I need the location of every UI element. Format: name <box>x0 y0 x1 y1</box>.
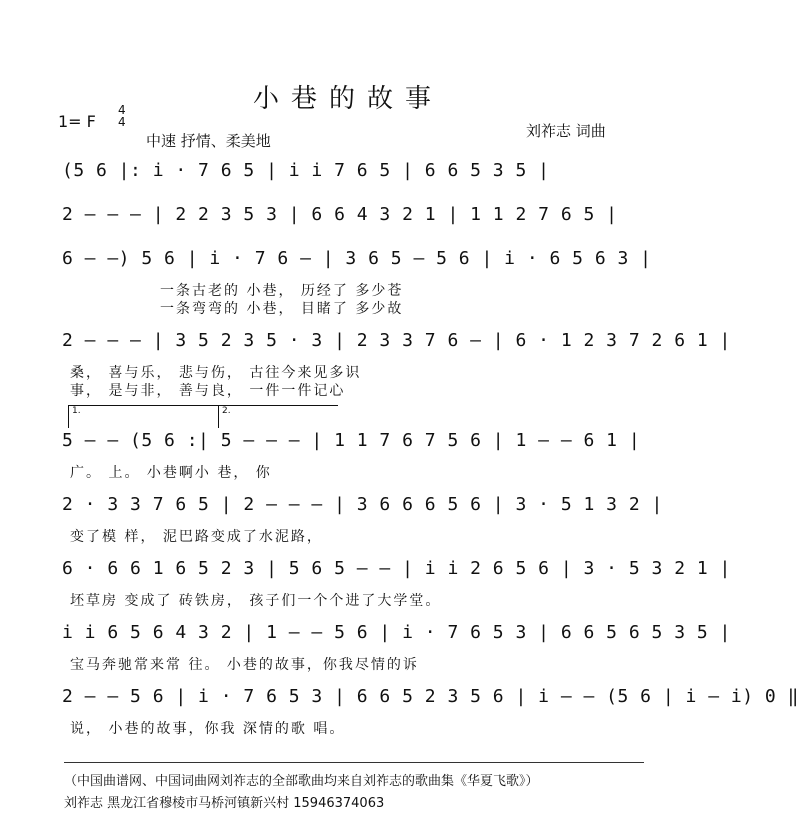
tempo-marking: 中速 抒情、柔美地 <box>146 132 271 150</box>
song-title: 小巷的故事 <box>252 84 443 114</box>
volta-1: 1. <box>68 405 218 428</box>
meter-top: 4 <box>118 103 126 117</box>
notation-line-8: i i 6 5 6 4 3 2 | 1 — — 5 6 | i · 7 6 5 3 | 6 6 5 6 5 3 5 | <box>62 622 731 643</box>
notation-line-6: 2 · 3 3 7 6 5 | 2 — — — | 3 6 6 6 5 6 | 3 · 5 1 3 2 | <box>62 494 663 515</box>
author-credit: 刘祚志 词曲 <box>526 122 606 140</box>
lyric-line-1a: 一条古老的 小巷， 历经了 多少苍 <box>160 283 404 299</box>
lyric-line-1b: 一条弯弯的 小巷， 目睹了 多少故 <box>160 301 404 317</box>
notation-line-7: 6 · 6 6 1 6 5 2 3 | 5 6 5 — — | i i 2 6 5 6 | 3 · 5 3 2 1 | <box>62 558 731 579</box>
notation-line-5: 5 — — (5 6 :| 5 — — — | 1 1 7 6 7 5 6 | 1 — — 6 1 | <box>62 430 641 451</box>
time-signature <box>118 104 126 128</box>
lyric-line-6: 宝马奔驰常来常 往。 小巷的故事，你我尽情的诉 <box>70 657 419 673</box>
notation-line-9: 2 — — 5 6 | i · 7 6 5 3 | 6 6 5 2 3 5 6 | i — — (5 6 | i — i) 0 ‖ <box>62 686 799 707</box>
lyric-line-4: 变了模 样， 泥巴路变成了水泥路， <box>70 529 323 545</box>
lyric-line-2b: 事， 是与非， 善与良， 一件一件记心 <box>70 383 346 399</box>
key-signature: 1= F <box>58 112 96 131</box>
meter-bottom: 4 <box>118 115 126 129</box>
source-note: （中国曲谱网、中国词曲网刘祚志的全部歌曲均来自刘祚志的歌曲集《华夏飞歌》） <box>64 774 539 789</box>
notation-line-2: 2 — — — | 2 2 3 5 3 | 6 6 4 3 2 1 | 1 1 2 7 6 5 | <box>62 204 618 225</box>
notation-line-4: 2 — — — | 3 5 2 3 5 · 3 | 2 3 3 7 6 — | 6 · 1 2 3 7 2 6 1 | <box>62 330 731 351</box>
notation-line-1: (5 6 |: i · 7 6 5 | i i 7 6 5 | 6 6 5 3 5 | <box>62 160 550 181</box>
lyric-line-3: 广。 上。 小巷啊小 巷， 你 <box>70 465 272 481</box>
volta-2: 2. <box>218 405 338 428</box>
footer-divider <box>64 762 644 763</box>
lyric-line-7: 说， 小巷的故事，你我 深情的歌 唱。 <box>70 721 346 737</box>
lyric-line-5: 坯草房 变成了 砖铁房， 孩子们一个个进了大学堂。 <box>70 593 442 609</box>
notation-line-3: 6 — —) 5 6 | i · 7 6 — | 3 6 5 — 5 6 | i · 6 5 6 3 | <box>62 248 652 269</box>
lyric-line-2a: 桑， 喜与乐， 悲与伤， 古往今来见多识 <box>70 365 362 381</box>
contact-note: 刘祚志 黑龙江省穆棱市马桥河镇新兴村 15946374063 <box>64 796 385 811</box>
